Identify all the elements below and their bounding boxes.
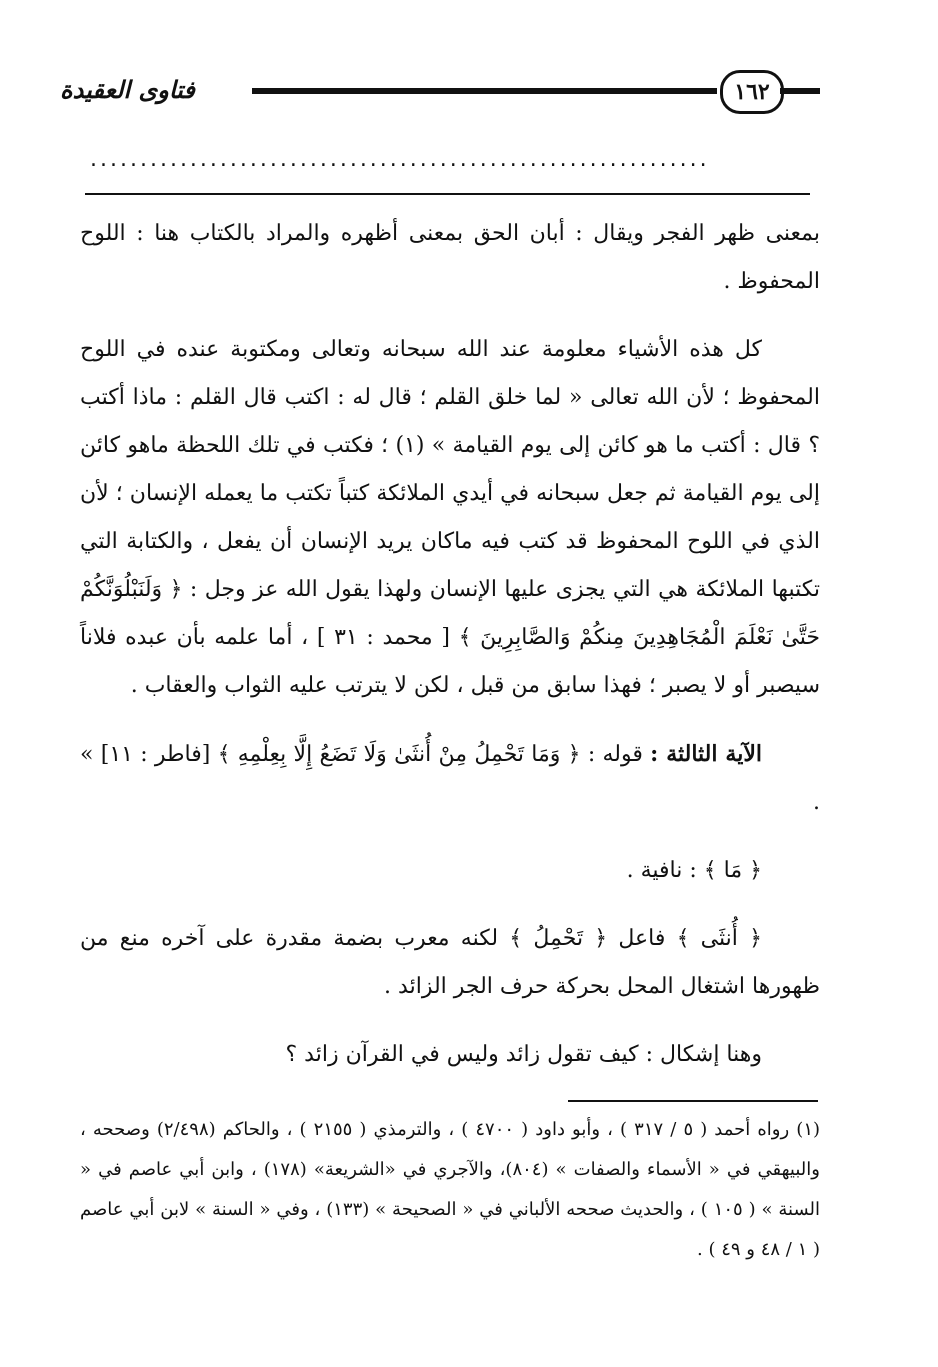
- paragraph-5: ﴿ أُنثَى ﴾ فاعل ﴿ تَحْمِلُ ﴾ لكنه معرب بضمة مقدرة على آخره منع من ظهورها اشتغال المحل بحركة حرف الجر الزائد .: [80, 926, 820, 999]
- header-rule-right: [780, 88, 820, 94]
- paragraph-2: كل هذه الأشياء معلومة عند الله سبحانه وتعالى ومكتوبة عنده في اللوح المحفوظ ؛ لأن الله تعالى « لما خلق القلم ؛ قال له : اكتب قال القلم : ماذا أكتب ؟ قال : أكتب ما هو كائن إلى يوم القيامة » (١) ؛ فكتب في تلك اللحظة ماهو كائن إلى يوم القيامة ثم جعل سبحانه في أيدي الملائكة كتباً تكتب ما يعمله الإنسان ؛ لأن الذي في اللوح المحفوظ قد كتب فيه ماكان يريد الإنسان أن يفعل ، والكتابة التي تكتبها الملائكة هي التي يجزى عليها الإنسان ولهذا يقول الله عز وجل : ﴿ وَلَنَبْلُوَنَّكُمْ حَتَّىٰ نَعْلَمَ الْمُجَاهِدِينَ مِنكُمْ وَالصَّابِرِينَ ﴾ [ محمد : ٣١ ] ، أما علمه بأن عبده فلاناً سيصبر أو لا يصبر ؛ فهذا سابق من قبل ، لكن لا يترتب عليه الثواب والعقاب .: [80, 337, 820, 698]
- verse-heading: الآية الثالثة :: [650, 741, 763, 767]
- paragraph-4: ﴿ مَا ﴾ : نافية .: [626, 858, 762, 883]
- paragraph-1: بمعنى ظهر الفجر ويقال : أبان الحق بمعنى أظهره والمراد بالكتاب هنا : اللوح المحفوظ .: [80, 221, 820, 294]
- footnotes: [80, 1110, 820, 1270]
- page-number: ١٦٢: [720, 70, 784, 114]
- footnote-1: (١) رواه أحمد ( ٥ / ٣١٧ ) ، وأبو داود ( ٤٧٠٠ ) ، والترمذي ( ٢١٥٥ ) ، والحاكم (٢/٤٩٨) وصححه ، والبيهقي في « الأسماء والصفات » (٨٠٤)، والآجري في «الشريعة» (١٧٨) ، وابن أبي عاصم في « السنة » ( ١٠٥ ) ، والحديث صححه الألباني في « الصحيحة » (١٣٣) ، وفي « السنة » لابن أبي عاصم ( ١ / ٤٨ و ٤٩ ) .: [80, 1119, 821, 1260]
- dotted-separator: ..............................................................: [90, 150, 710, 170]
- header-rule-left: [252, 88, 717, 94]
- verse-text: قوله : ﴿ وَمَا تَحْمِلُ مِنْ أُنثَىٰ وَلَا تَضَعُ إِلَّا بِعِلْمِهِ ﴾ [فاطر : ١١] » .: [80, 742, 820, 815]
- page-header: [60, 70, 820, 114]
- top-rule: [85, 193, 810, 195]
- footnote-rule: [568, 1100, 818, 1102]
- main-text: [80, 210, 820, 1099]
- running-title: فتاوى العقيدة: [60, 75, 195, 104]
- paragraph-3: [80, 730, 820, 827]
- paragraph-6: وهنا إشكال : كيف تقول زائد وليس في القرآن زائد ؟: [285, 1042, 762, 1067]
